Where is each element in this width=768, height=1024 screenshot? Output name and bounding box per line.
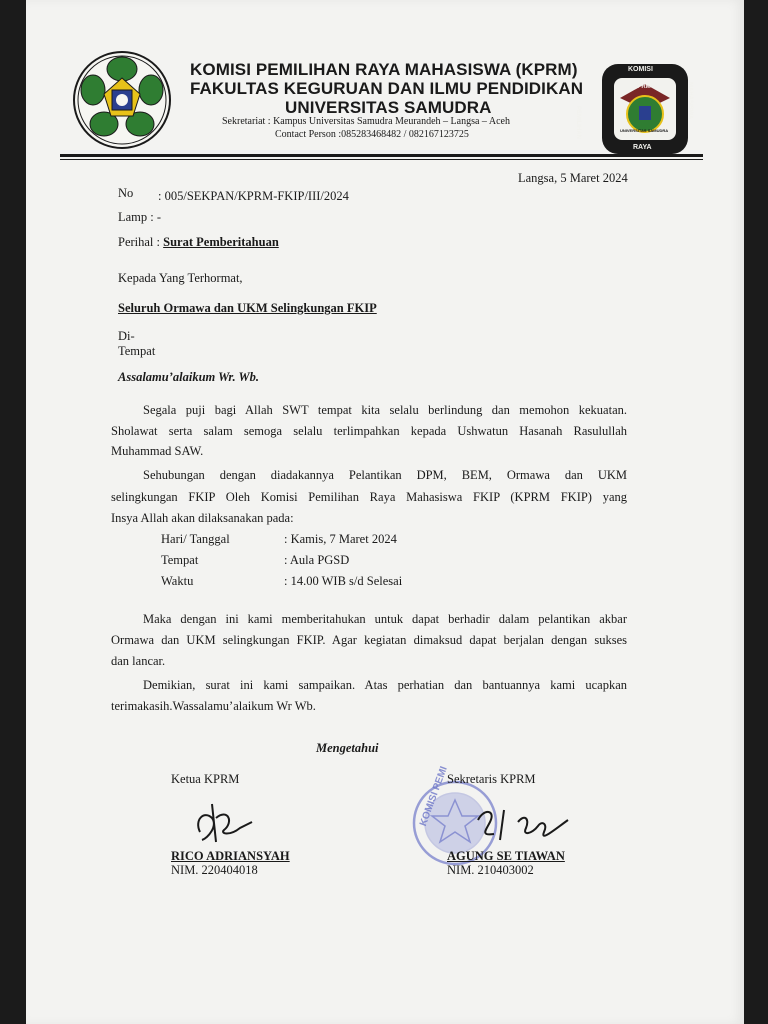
acknowledged-label: Mengetahui [316, 741, 379, 755]
body-p2-line1: Sehubungan dengan diadakannya Pelantikan DPM, BEM, Ormawa dan UKM [143, 468, 627, 482]
kprm-logo-top-text: KOMISI [628, 66, 653, 73]
recipient-di: Di- [118, 329, 135, 343]
body-p3-line2: Ormawa dan UKM selingkungan FKIP. Agar kegiatan dimaksud dapat berjalan dengan sukses [111, 633, 627, 647]
body-p1-line1: Segala puji bagi Allah SWT tempat kita selalu berlindung dan memohon kekuatan. [143, 403, 627, 417]
body-p4-line1: Demikian, surat ini kami sampaikan. Atas perhatian dan bantuannya kami ucapkan [143, 678, 627, 692]
schedule-day-label: Hari/ Tanggal [161, 532, 230, 546]
chairman-name: RICO ADRIANSYAH [171, 849, 290, 863]
letterhead-line2: FAKULTAS KEGURUAN DAN ILMU PENDIDIKAN [190, 79, 584, 98]
letterhead-contact: Contact Person :085283468482 / 082167123725 [275, 129, 469, 140]
schedule-day-value: : Kamis, 7 Maret 2024 [284, 532, 397, 546]
body-p2-line2: selingkungan FKIP Oleh Komisi Pemilihan Raya Mahasiswa FKIP (KPRM FKIP) yang [111, 490, 627, 504]
secretary-name: AGUNG SE TIAWAN [447, 849, 565, 863]
body-p4-line2: terimakasih.Wassalamu’alaikum Wr Wb. [111, 699, 316, 713]
schedule-place-value: : Aula PGSD [284, 553, 350, 567]
letterhead-address: Sekretariat : Kampus Universitas Samudra Meurandeh – Langsa – Aceh [222, 116, 510, 127]
kprm-logo-left-text: PEMILIHAN [575, 106, 581, 139]
letter-subject-label: Perihal : [118, 235, 164, 249]
recipient-name: Seluruh Ormawa dan UKM Selingkungan FKIP [118, 301, 377, 315]
schedule-time-label: Waktu [161, 574, 194, 588]
recipient-tempat: Tempat [118, 344, 156, 358]
letterhead-rule-thin [60, 159, 703, 160]
body-p3-line3: dan lancar. [111, 654, 166, 668]
letter-number-label: No [118, 186, 134, 200]
chairman-title: Ketua KPRM [171, 772, 240, 786]
recipient-salutation: Kepada Yang Terhormat, [118, 271, 243, 285]
faculty-logo [70, 50, 174, 150]
kprm-logo-bottom-text: RAYA [633, 144, 652, 151]
chairman-nim: NIM. 220404018 [171, 863, 258, 877]
kprm-logo [600, 62, 690, 156]
chairman-signature [190, 796, 260, 848]
secretary-title: Sekretaris KPRM [447, 772, 536, 786]
kprm-logo-sub-text: UNIVERSITAS SAMUDRA [620, 128, 669, 133]
greeting: Assalamu’alaikum Wr. Wb. [118, 370, 260, 384]
schedule-time-value: : 14.00 WIB s/d Selesai [284, 574, 403, 588]
body-p2-line3: Insya Allah akan dilaksanakan pada: [111, 511, 294, 525]
body-p1-line2: Sholawat serta salam semoga selalu terlimpahkan kepada Ushwatun Hasanah Rasulullah [111, 424, 627, 438]
body-p1-line3: Muhammad SAW. [111, 444, 204, 458]
letter-date: Langsa, 5 Maret 2024 [518, 171, 628, 185]
letterhead-line3: UNIVERSITAS SAMUDRA [285, 98, 492, 117]
letterhead-rule-thick [60, 154, 703, 157]
letter-attachment: Lamp : - [118, 210, 162, 224]
letterhead-line1: KOMISI PEMILIHAN RAYA MAHASISWA (KPRM) [190, 60, 578, 79]
kprm-logo-right-text: MAHASISWA [687, 82, 693, 120]
letter-number-value: : 005/SEKPAN/KPRM-FKIP/III/2024 [158, 189, 349, 203]
stamp-text: KOMISI PEMI [418, 764, 450, 828]
letter-subject [118, 235, 279, 250]
schedule-place-label: Tempat [161, 553, 199, 567]
secretary-signature [470, 800, 580, 850]
letter-subject-value: Surat Pemberitahuan [163, 235, 279, 249]
kprm-logo-center-text: KPRM [633, 84, 651, 90]
body-p3-line1: Maka dengan ini kami memberitahukan untuk dapat berhadir dalam pelantikan akbar [143, 612, 627, 626]
secretary-nim: NIM. 210403002 [447, 863, 534, 877]
